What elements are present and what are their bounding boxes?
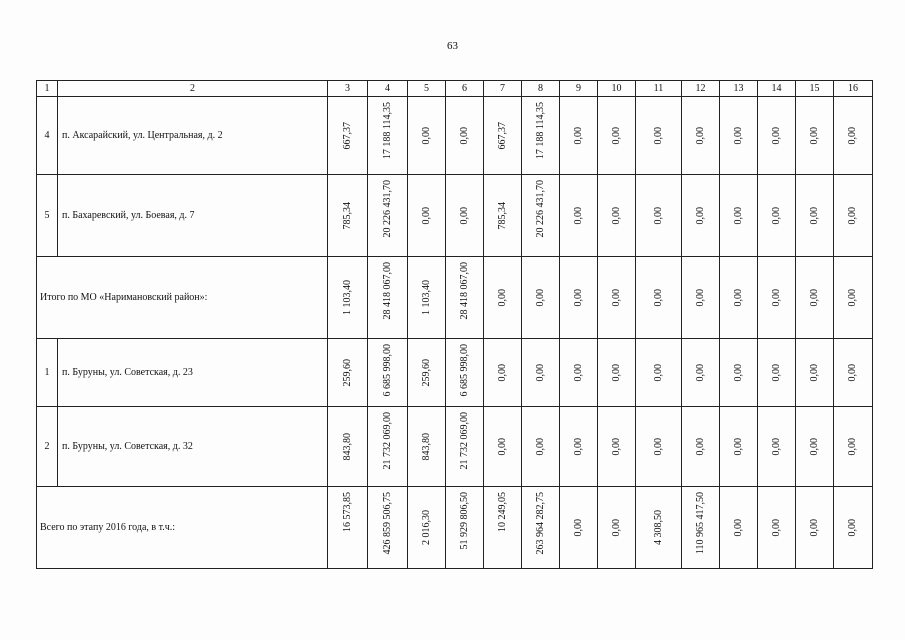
value-cell [796, 175, 834, 257]
value-text: 0,00 [496, 437, 508, 456]
value-cell [834, 257, 873, 339]
header-cell: 15 [796, 81, 834, 97]
value-cell [720, 257, 758, 339]
value-text: 16 573,85 [341, 491, 353, 532]
value-text: 0,00 [420, 126, 432, 145]
value-text: 0,00 [652, 126, 664, 145]
value-cell [796, 407, 834, 487]
value-text: 0,00 [572, 363, 584, 382]
header-cell: 14 [758, 81, 796, 97]
value-cell [446, 339, 484, 407]
value-cell [720, 175, 758, 257]
value-text: 0,00 [534, 363, 546, 382]
value-cell [484, 407, 522, 487]
value-cell [834, 407, 873, 487]
total-label: Итого по МО «Наримановский район»: [37, 257, 328, 339]
value-text: 0,00 [770, 126, 782, 145]
value-cell [758, 487, 796, 569]
value-cell [408, 97, 446, 175]
value-cell [636, 487, 682, 569]
value-cell [484, 487, 522, 569]
value-cell [446, 175, 484, 257]
header-cell: 12 [682, 81, 720, 97]
value-text: 263 964 282,75 [534, 491, 546, 554]
value-cell [328, 257, 368, 339]
value-cell [758, 175, 796, 257]
value-text: 0,00 [610, 518, 622, 537]
value-cell [636, 97, 682, 175]
row-number: 2 [37, 407, 58, 487]
value-text: 0,00 [458, 206, 470, 225]
value-cell [682, 339, 720, 407]
value-cell [522, 339, 560, 407]
value-cell [598, 339, 636, 407]
value-text: 1 103,40 [420, 280, 432, 315]
value-text: 6 685 998,00 [381, 343, 393, 396]
header-cell: 2 [58, 81, 328, 97]
value-text: 0,00 [770, 518, 782, 537]
header-cell: 5 [408, 81, 446, 97]
value-cell [758, 339, 796, 407]
value-cell [484, 175, 522, 257]
value-cell [834, 487, 873, 569]
value-text: 0,00 [572, 126, 584, 145]
value-cell [598, 407, 636, 487]
value-text: 20 226 431,70 [534, 179, 546, 237]
value-text: 0,00 [847, 437, 858, 456]
value-cell [328, 407, 368, 487]
value-cell [560, 97, 598, 175]
value-text: 0,00 [808, 206, 820, 225]
value-cell [368, 97, 408, 175]
value-text: 0,00 [420, 206, 432, 225]
value-cell [682, 97, 720, 175]
value-text: 0,00 [694, 288, 706, 307]
value-cell [682, 407, 720, 487]
value-cell [368, 407, 408, 487]
value-text: 0,00 [652, 363, 664, 382]
value-cell [328, 487, 368, 569]
value-text: 0,00 [534, 437, 546, 456]
value-cell [446, 257, 484, 339]
value-cell [796, 257, 834, 339]
header-cell: 1 [37, 81, 58, 97]
value-text: 259,60 [341, 358, 353, 387]
value-cell [636, 175, 682, 257]
page-number: 63 [447, 40, 458, 52]
value-text: 667,37 [341, 121, 353, 150]
value-text: 0,00 [770, 206, 782, 225]
value-text: 0,00 [610, 126, 622, 145]
header-cell: 11 [636, 81, 682, 97]
value-cell [560, 175, 598, 257]
address-cell: п. Аксарайский, ул. Центральная, д. 2 [58, 97, 328, 175]
value-text: 0,00 [732, 206, 744, 225]
header-cell: 10 [598, 81, 636, 97]
value-cell [328, 97, 368, 175]
value-text: 0,00 [732, 288, 744, 307]
value-cell [598, 257, 636, 339]
row-number: 5 [37, 175, 58, 257]
value-text: 0,00 [496, 363, 508, 382]
value-text: 843,80 [420, 432, 432, 461]
value-text: 28 418 067,00 [458, 261, 470, 319]
value-cell [446, 487, 484, 569]
value-text: 17 188 114,35 [534, 101, 546, 159]
value-cell [368, 175, 408, 257]
value-text: 1 103,40 [341, 280, 353, 315]
value-cell [408, 339, 446, 407]
value-text: 0,00 [694, 437, 706, 456]
value-cell [368, 339, 408, 407]
value-text: 28 418 067,00 [381, 261, 393, 319]
header-cell: 6 [446, 81, 484, 97]
value-cell [368, 257, 408, 339]
value-text: 0,00 [610, 437, 622, 456]
header-cell: 8 [522, 81, 560, 97]
value-cell [682, 257, 720, 339]
value-text: 785,34 [341, 201, 353, 230]
value-text: 0,00 [847, 518, 858, 537]
value-text: 0,00 [572, 206, 584, 225]
value-cell [796, 97, 834, 175]
header-cell: 9 [560, 81, 598, 97]
table-header-row [37, 81, 873, 97]
value-cell [328, 175, 368, 257]
value-cell [758, 97, 796, 175]
value-text: 0,00 [770, 437, 782, 456]
value-cell [834, 339, 873, 407]
value-cell [560, 487, 598, 569]
value-cell [598, 175, 636, 257]
value-text: 0,00 [808, 437, 820, 456]
value-cell [758, 407, 796, 487]
row-number: 1 [37, 339, 58, 407]
header-cell: 13 [720, 81, 758, 97]
value-cell [796, 487, 834, 569]
value-text: 51 929 806,50 [458, 491, 470, 549]
value-cell [522, 487, 560, 569]
value-text: 667,37 [496, 121, 508, 150]
value-text: 0,00 [732, 363, 744, 382]
value-text: 0,00 [572, 288, 584, 307]
total-label: Всего по этапу 2016 года, в т.ч.: [37, 487, 328, 569]
value-cell [598, 97, 636, 175]
value-cell [408, 407, 446, 487]
value-cell [720, 339, 758, 407]
value-cell [522, 257, 560, 339]
value-cell [522, 175, 560, 257]
value-cell [408, 175, 446, 257]
data-table [36, 80, 873, 569]
value-text: 0,00 [808, 363, 820, 382]
value-text: 0,00 [610, 288, 622, 307]
value-cell [368, 487, 408, 569]
value-cell [834, 175, 873, 257]
value-text: 0,00 [572, 518, 584, 537]
value-cell [484, 257, 522, 339]
value-cell [408, 487, 446, 569]
total-row [37, 257, 873, 339]
value-text: 0,00 [458, 126, 470, 145]
value-text: 21 732 069,00 [381, 411, 393, 469]
value-text: 426 859 506,75 [381, 491, 393, 554]
value-text: 0,00 [496, 288, 508, 307]
table-row [37, 97, 873, 175]
value-cell [598, 487, 636, 569]
header-cell: 7 [484, 81, 522, 97]
value-cell [560, 339, 598, 407]
address-cell: п. Буруны, ул. Советская, д. 32 [58, 407, 328, 487]
value-cell [682, 175, 720, 257]
value-text: 0,00 [694, 206, 706, 225]
table-row [37, 407, 873, 487]
value-text: 785,34 [496, 201, 508, 230]
value-cell [720, 487, 758, 569]
value-text: 0,00 [770, 363, 782, 382]
value-text: 0,00 [847, 288, 858, 307]
value-cell [636, 407, 682, 487]
value-text: 20 226 431,70 [381, 179, 393, 237]
header-cell: 3 [328, 81, 368, 97]
value-text: 10 249,05 [496, 491, 508, 532]
value-text: 21 732 069,00 [458, 411, 470, 469]
value-cell [682, 487, 720, 569]
value-text: 110 965 417,50 [694, 491, 706, 554]
address-cell: п. Бахаревский, ул. Боевая, д. 7 [58, 175, 328, 257]
value-cell [446, 97, 484, 175]
value-text: 843,80 [341, 432, 353, 461]
value-text: 0,00 [808, 288, 820, 307]
value-cell [796, 339, 834, 407]
value-cell [720, 407, 758, 487]
value-text: 6 685 998,00 [458, 343, 470, 396]
value-cell [522, 97, 560, 175]
value-text: 259,60 [420, 358, 432, 387]
value-text: 0,00 [694, 363, 706, 382]
value-text: 0,00 [808, 518, 820, 537]
value-text: 0,00 [572, 437, 584, 456]
value-cell [636, 257, 682, 339]
value-text: 4 308,50 [652, 510, 664, 545]
value-cell [408, 257, 446, 339]
value-text: 17 188 114,35 [381, 101, 393, 159]
value-text: 0,00 [652, 288, 664, 307]
header-cell: 4 [368, 81, 408, 97]
value-cell [720, 97, 758, 175]
value-text: 0,00 [534, 288, 546, 307]
value-text: 0,00 [652, 206, 664, 225]
value-text: 2 016,30 [420, 510, 432, 545]
header-cell: 16 [834, 81, 873, 97]
value-text: 0,00 [694, 126, 706, 145]
address-cell: п. Буруны, ул. Советская, д. 23 [58, 339, 328, 407]
value-text: 0,00 [847, 363, 858, 382]
value-cell [522, 407, 560, 487]
row-number: 4 [37, 97, 58, 175]
value-text: 0,00 [610, 363, 622, 382]
value-text: 0,00 [732, 126, 744, 145]
value-cell [636, 339, 682, 407]
value-text: 0,00 [732, 518, 744, 537]
value-cell [560, 407, 598, 487]
value-cell [758, 257, 796, 339]
value-text: 0,00 [610, 206, 622, 225]
value-cell [328, 339, 368, 407]
value-cell [834, 97, 873, 175]
value-cell [560, 257, 598, 339]
table-row [37, 339, 873, 407]
table-row [37, 175, 873, 257]
value-text: 0,00 [732, 437, 744, 456]
value-text: 0,00 [770, 288, 782, 307]
value-text: 0,00 [808, 126, 820, 145]
value-cell [484, 97, 522, 175]
value-text: 0,00 [847, 206, 858, 225]
value-text: 0,00 [652, 437, 664, 456]
value-cell [484, 339, 522, 407]
table-body [37, 81, 873, 569]
value-cell [446, 407, 484, 487]
value-text: 0,00 [847, 126, 858, 145]
total-row [37, 487, 873, 569]
